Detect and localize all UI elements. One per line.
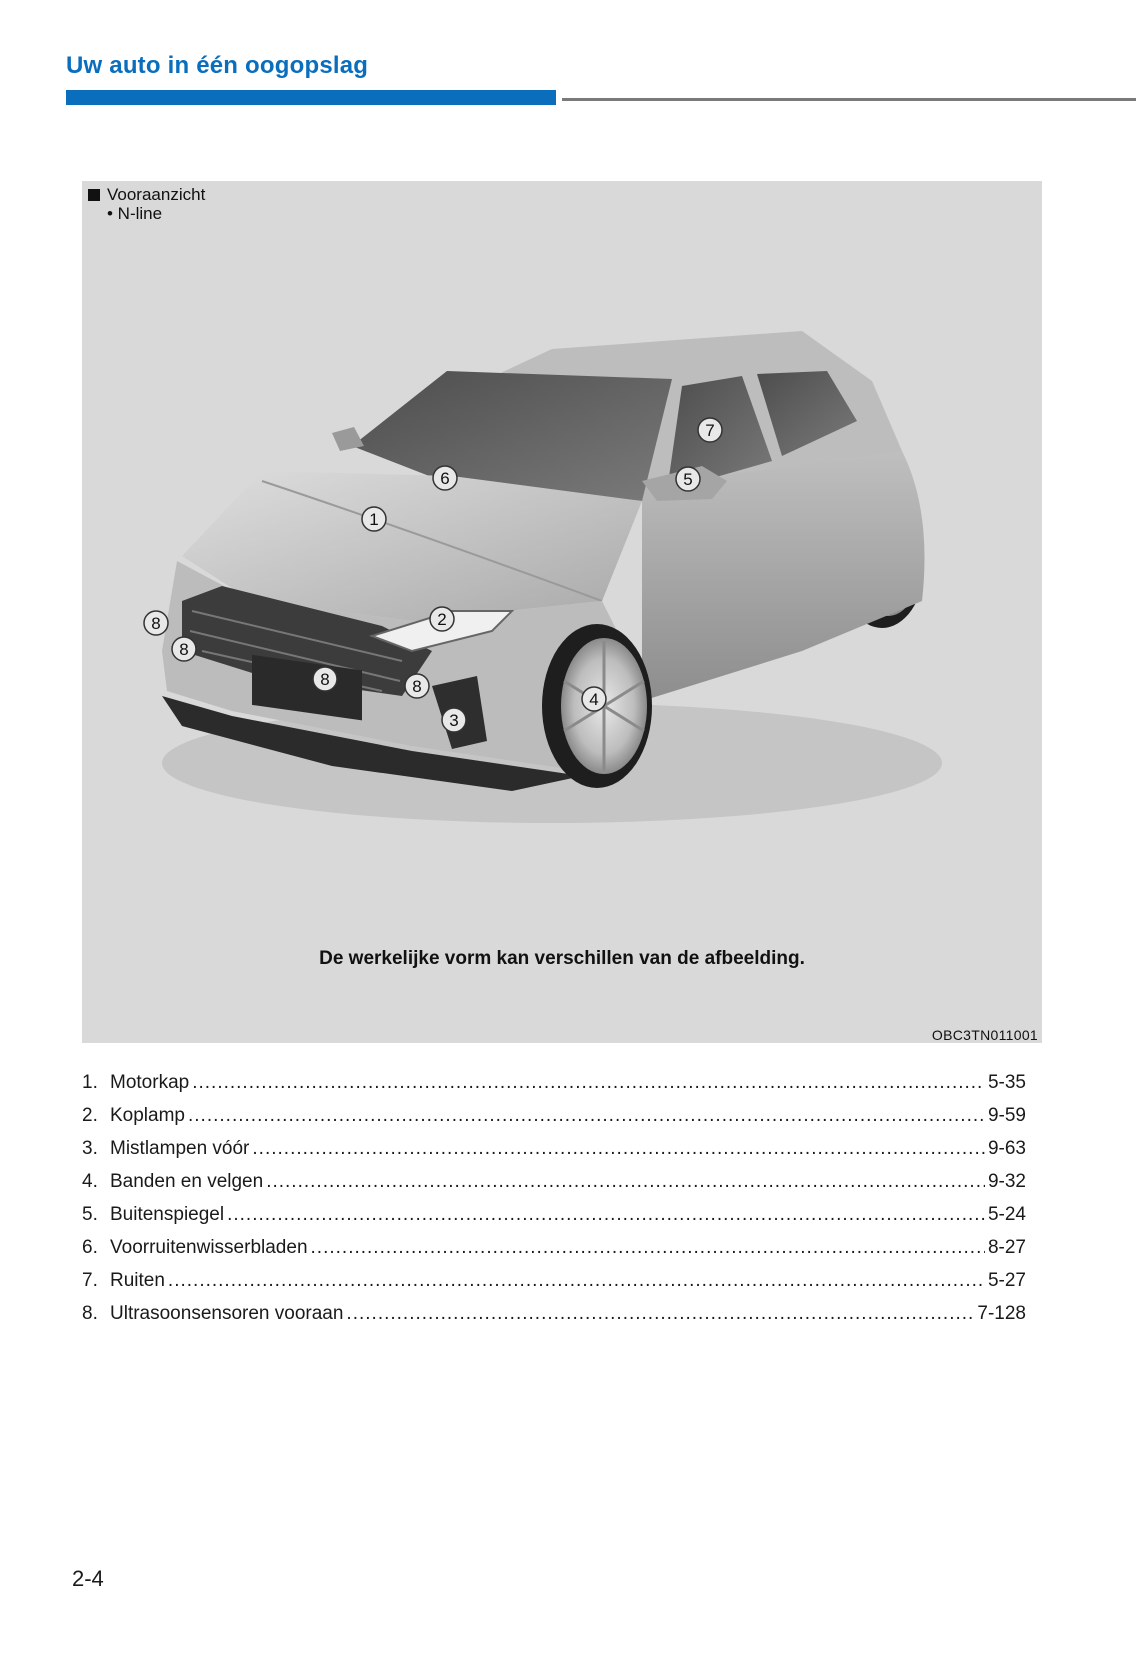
callout-4	[582, 687, 606, 711]
item-page-ref: 9-59	[987, 1105, 1026, 1126]
list-item	[82, 1171, 1026, 1204]
image-code: OBC3TN011001	[931, 1027, 1038, 1043]
callout-8b	[172, 637, 196, 661]
callout-5-label: 5	[683, 470, 693, 489]
leader-dots	[346, 1303, 974, 1325]
callout-2	[430, 607, 454, 631]
list-item	[82, 1105, 1026, 1138]
callout-8c-label: 8	[320, 670, 330, 689]
item-label: Voorruitenwisserbladen	[110, 1237, 308, 1258]
callout-8a	[144, 611, 168, 635]
item-label: Mistlampen vóór	[110, 1138, 250, 1159]
callout-1-label: 1	[369, 510, 379, 529]
title-rule	[562, 98, 1136, 101]
item-label: Buitenspiegel	[110, 1204, 225, 1225]
leader-dots	[252, 1138, 985, 1160]
leader-dots	[227, 1204, 985, 1226]
item-page-ref: 9-63	[987, 1138, 1026, 1159]
component-list	[82, 1072, 1026, 1336]
callout-3	[442, 708, 466, 732]
title-bar-accent	[66, 90, 556, 105]
list-item	[82, 1072, 1026, 1105]
list-item	[82, 1204, 1026, 1237]
figure-caption: De werkelijke vorm kan verschillen van de afbeelding.	[319, 948, 805, 969]
callout-8a-label: 8	[151, 614, 161, 633]
item-label: Ultrasoonsensoren vooraan	[110, 1303, 344, 1324]
leader-dots	[168, 1270, 985, 1292]
list-item	[82, 1237, 1026, 1270]
callout-5	[676, 467, 700, 491]
item-number: 4.	[82, 1171, 98, 1192]
item-page-ref: 5-27	[987, 1270, 1026, 1291]
item-number: 8.	[82, 1303, 98, 1324]
page-number: 2-4	[72, 1566, 104, 1591]
callout-8b-label: 8	[179, 640, 189, 659]
item-page-ref: 8-27	[987, 1237, 1026, 1258]
item-label: Motorkap	[110, 1072, 190, 1093]
leader-dots	[266, 1171, 985, 1193]
callout-4-label: 4	[589, 690, 599, 709]
leader-dots	[188, 1105, 985, 1127]
callout-6-label: 6	[440, 469, 450, 488]
list-item	[82, 1303, 1026, 1336]
callout-1	[362, 507, 386, 531]
leader-dots	[311, 1237, 985, 1259]
section-title: Uw auto in één oogopslag	[66, 52, 369, 79]
callout-8d-label: 8	[412, 677, 422, 696]
callout-6	[433, 466, 457, 490]
callout-7-label: 7	[705, 421, 715, 440]
callout-8d	[405, 674, 429, 698]
item-number: 2.	[82, 1105, 98, 1126]
item-label: Ruiten	[110, 1270, 165, 1291]
list-item	[82, 1270, 1026, 1303]
item-label: Banden en velgen	[110, 1171, 264, 1192]
callout-3-label: 3	[449, 711, 459, 730]
callout-8c	[313, 667, 337, 691]
item-number: 1.	[82, 1072, 98, 1093]
car-illustration	[82, 181, 1042, 1043]
item-page-ref: 7-128	[977, 1303, 1026, 1324]
item-number: 7.	[82, 1270, 98, 1291]
item-label: Koplamp	[110, 1105, 185, 1126]
car-front-view-figure	[82, 181, 1042, 1043]
item-page-ref: 5-24	[987, 1204, 1026, 1225]
item-page-ref: 5-35	[987, 1072, 1026, 1093]
list-item	[82, 1138, 1026, 1171]
item-number: 6.	[82, 1237, 98, 1258]
figure-heading: Vooraanzicht	[107, 185, 206, 204]
item-page-ref: 9-32	[987, 1171, 1026, 1192]
figure-subheading: • N-line	[107, 204, 163, 223]
leader-dots	[192, 1072, 985, 1094]
item-number: 5.	[82, 1204, 98, 1225]
callout-7	[698, 418, 722, 442]
callout-2-label: 2	[437, 610, 447, 629]
item-number: 3.	[82, 1138, 98, 1159]
